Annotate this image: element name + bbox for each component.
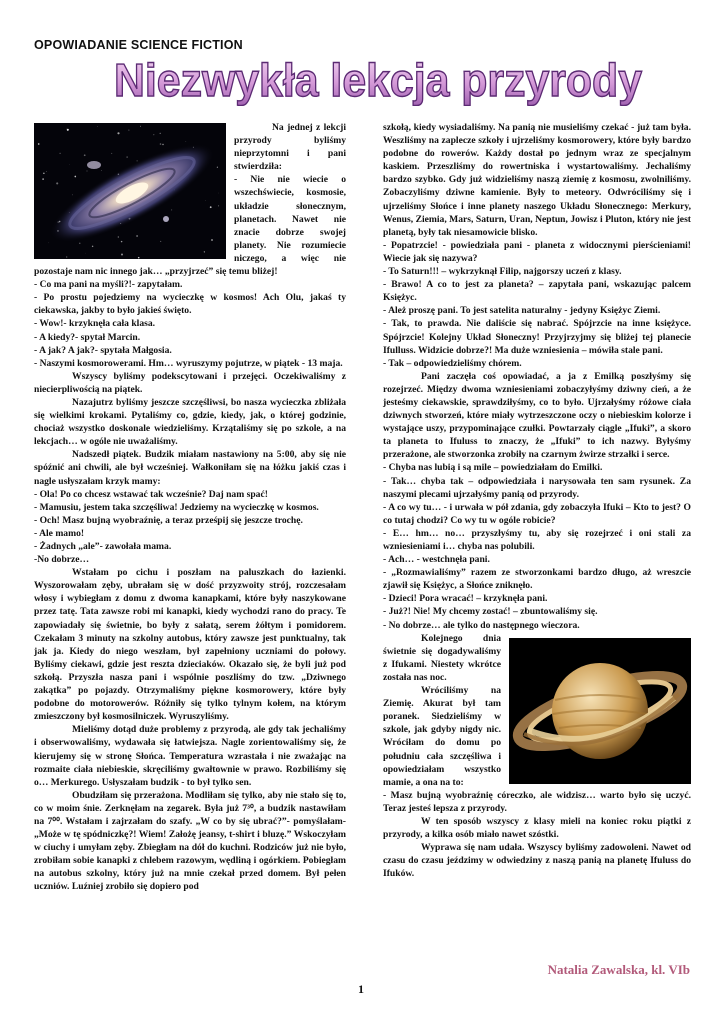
paragraph: W ten sposób wszyscy z klasy mieli na koniec roku piątki z przyrody, a kilka osób miało nawet szóstki. — [383, 815, 691, 841]
paragraph: Pani zaczęła coś opowiadać, a ja z Emilką poszłyśmy się rozejrzeć. Między dwoma wzniesieniami zobaczyłyśmy dziwny cień, a że jesteśmy ciekawskie, sprawdziłyśmy, co to było. Ujrzałyśmy różowe ciała dziwnych stworzeń, które miały wytrzeszczone oczy o niebieskim kolorze i wystające uszy, przypominające czułki. Powtarzały ciągle „Ifuki”, a skoro ta planeta to Ifuluss to znaczy, że „Ifuki” to ich nazwy. Byłyśmy przerażone, ale stworzonka zrobiły na czarnym żwirze strzałki i serce. — [383, 370, 691, 461]
paragraph: - Tak, to prawda. Nie daliście się nabrać. Spójrzcie na inne księżyce. Spójrzcie! Kolejny Układ Słoneczny! Przyjrzyjmy się bliżej tej planecie Ifulluss. Widzicie dobrze?! Ma duże wzniesienia – mówiła stale pani. — [383, 318, 691, 356]
paragraph: Wszyscy byliśmy podekscytowani i przejęci. Oczekiwaliśmy z niecierpliwością na piątek. — [34, 370, 346, 395]
paragraph: - A co wy tu… - i urwała w pół zdania, gdy zobaczyła Ifuki – Kto to jest? O co tutaj chodzi? Co wy tu w ogóle robicie? — [383, 501, 691, 526]
paragraph: - Ale mamo! — [34, 527, 85, 539]
page-number: 1 — [358, 982, 364, 996]
paragraph: - E… hm… no… przyszłyśmy tu, aby się rozejrzeć i oni stali za wzniesieniami i… chyba nas polubili. — [383, 527, 691, 552]
paragraph: - Naszymi kosmorowerami. Hm… wyruszymy pojutrze, w piątek - 13 maja. — [34, 357, 343, 369]
paragraph: - A kiedy?- spytał Marcin. — [34, 331, 141, 343]
paragraph: Wróciliśmy na Ziemię. Akurat był tam poranek. Siedzieliśmy w szkole, jak gdyby nigdy nic. Wróciłam do domu po południu cała szczęśliwa i opowiedziałam wszystko mamie, a ona na to: — [383, 685, 501, 788]
paragraph: - Po prostu pojedziemy na wycieczkę w kosmos! Ach Olu, jakaś ty ciekawska, jakby to było jakieś święto. — [34, 292, 346, 317]
paragraph: - To Saturn!!! – wykrzyknął Filip, najgorszy uczeń z klasy. — [383, 266, 622, 278]
paragraph: szkołą, kiedy wysiadaliśmy. Na panią nie musieliśmy czekać - już tam była. Weszliśmy na zaplecze szkoły i ujrzeliśmy kosmorowery, które były bardzo podobne do rowerów. Każdy dostał po jednym wraz ze specjalnym kaskiem. Przeszliśmy do rowertniska i wystartowaliśmy. Jechaliśmy bardzo szybko. Gdy już widzieliśmy naszą ziemię z kosmosu, zwolniliśmy. Zobaczyliśmy dziwne kamienie. Były to meteory. Odwróciliśmy się i ujrzeliśmy Słońce i inne planety naszego Układu Słonecznego: Merkury, Wenus, Ziemia, Mars, Saturn, Uran, Neptun, Jowisz i Pluton, który nie jest planetą, były tak niesamowicie blisko. — [383, 122, 691, 238]
paragraph: Kolejnego dnia świetnie się dogadywaliśmy z Ifukami. Niestety wkrótce została nas noc. — [383, 632, 501, 683]
paragraph: - Ola! Po co chcesz wstawać tak wcześnie? Daj nam spać! — [34, 488, 268, 500]
paragraph: - Mamusiu, jestem taka szczęśliwa! Jedziemy na wycieczkę w kosmos. — [34, 501, 319, 513]
paragraph: Na jednej z lekcji przyrody byliśmy nieprzytomni i pani stwierdziła: — [234, 122, 346, 173]
paragraph: - No dobrze… ale tylko do następnego wieczora. — [383, 619, 580, 631]
galaxy-image — [34, 123, 226, 259]
right-column — [383, 121, 691, 880]
paragraph: - Ależ proszę pani. To jest satelita naturalny - jedyny Księżyc Ziemi. — [383, 305, 661, 317]
title-text: Niezwykła lekcja przyrody — [114, 54, 643, 106]
paragraph: Nazajutrz byliśmy jeszcze szczęśliwsi, bo nasza wycieczka zbliżała się wielkimi krokami. Pytaliśmy co, gdzie, kiedy, jak, o której godzinie, chociaż wszystko doskonale wiedzieliśmy. Krzątaliśmy się po szkole, a na lekcjach… w ogóle nie uważaliśmy. — [34, 396, 346, 448]
paragraph: Nadszedł piątek. Budzik miałam nastawiony na 5:00, aby się nie spóźnić ani chwili, ale był wcześniej. Wałkoniłam się na łóżku jakiś czas i nagle usłyszałam krzyk mamy: — [34, 449, 346, 487]
page-title — [108, 52, 648, 106]
paragraph: - Masz bujną wyobraźnię córeczko, ale widzisz… warto było się uczyć. Teraz jesteś lepsza z przyrody. — [383, 789, 691, 814]
paragraph: - Nie nie wiecie o wszechświecie, kosmosie, układzie słonecznym, planetach. Nawet nie znacie dobrze swojej planety. Nie rozumiecie niczego, a więc nie pozostaje nam nic innego jak… „przyjrzeć” się temu bliżej! — [34, 174, 346, 278]
paragraph: - Popatrzcie! - powiedziała pani - planeta z widocznymi pierścieniami! Wiecie jak się nazywa? — [383, 239, 691, 264]
paragraph: - Tak… chyba tak – odpowiedziała i narysowała ten sam rysunek. Za naszymi plecami ujrzałyśmy panią od przyrody. — [383, 475, 691, 500]
left-column — [34, 121, 346, 894]
paragraph: - Ach… - westchnęła pani. — [383, 554, 490, 566]
paragraph: - Chyba nas lubią i są mile – powiedziałam do Emilki. — [383, 462, 603, 474]
paragraph: - Co ma pani na myśli?!- zapytałam. — [34, 279, 183, 291]
saturn-image — [509, 638, 691, 784]
paragraph: - A jak? A jak?- spytała Małgosia. — [34, 344, 172, 356]
paragraph: Wyprawa się nam udała. Wszyscy byliśmy zadowoleni. Nawet od czasu do czasu jeździmy w odwiedziny z naszą panią na planetę Ifuluss do Ifuków. — [383, 842, 691, 880]
paragraph: - Wow!- krzyknęła cała klasa. — [34, 318, 156, 330]
paragraph: - Tak – odpowiedzieliśmy chórem. — [383, 357, 522, 369]
paragraph: Wstałam po cichu i poszłam na paluszkach do łazienki. Wyszorowałam zęby, ubrałam się w dość przyzwoity strój, rozczesałam włosy i wybiegłam z domu z dwoma kanapkami, które były naszykowane przez tatę. Tata zawsze robi mi kanapki, kiedy wychodzi rano do pracy. Te zapowiadały się świetnie, bo były z sałatą, serem żółtym i pomidorem. Czekałam 3 minuty na szkolny autobus, który zawsze jest punktualny, tak jak ja. Kiedy do niego weszłam, był zapełniony uczniami do połowy. Byliśmy ciekawi, gdzie jest reszta dzieciaków. Okazało się, że byli już pod szkołą. Przyszła nasza pani i wspólnie poszliśmy do tzw. „Dziwnego zakątka” po pojazdy. Otrzymaliśmy piękne kosmorowery, które były podobne do motorowerów. Różniły się tylko tylnym kołem, na którym zmieszczony był kosmosilniczek. Wyruszyliśmy. — [34, 567, 346, 723]
author-signature: Natalia Zawalska, kl. VIb — [547, 962, 690, 977]
paragraph: - Brawo! A co to jest za planeta? – zapytała pani, wskazując palcem Księżyc. — [383, 279, 691, 304]
paragraph: - Żadnych „ale”- zawołała mama. — [34, 541, 172, 552]
paragraph: -No dobrze… — [34, 554, 90, 566]
paragraph: - Już?! Nie! My chcemy zostać! – zbuntowaliśmy się. — [383, 606, 598, 618]
paragraph: - Och! Masz bujną wyobraźnię, a teraz prześpij się jeszcze trochę. — [34, 514, 303, 526]
paragraph: Obudziłam się przerażona. Modliłam się tylko, aby nie stało się to, co w moim śnie. Zerknęłam na zegarek. Była już 7³⁰, a budzik nastawiłam na 7⁰⁰. Wstałam i zajrzałam do szafy. „W co by się ubrać?”- pomyślałam- „Może w tę spódniczkę?! Wiem! Założę jeansy, t-shirt i bluzę.” Wskoczyłam w ciuchy i umyłam zęby. Zbiegłam na dół do kuchni. Rodziców już nie było, zrobiłam sobie kanapki z chlebem razowym, wędliną i ogórkiem. Pobiegłam na autobus szkolny, który już na mnie czekał przed domem. Był pełen uczniów. Luźniej zrobiło się dopiero pod — [34, 789, 346, 893]
paragraph: Mieliśmy dotąd duże problemy z przyrodą, ale gdy tak jechaliśmy i obserwowaliśmy, wydawała się łatwiejsza. Nagle zorientowaliśmy się, że kierujemy się w stronę Słońca. Temperatura wzrastała i nie zważając na rozmaite ciała niebieskie, skręciliśmy gwałtownie w prawo. Rozbiliśmy się o… Merkurego. Usłyszałam budzik - to był tylko sen. — [34, 724, 346, 788]
paragraph: - Dzieci! Pora wracać! – krzyknęła pani. — [383, 593, 548, 605]
paragraph: - „Rozmawialiśmy” razem ze stworzonkami bardzo długo, aż wreszcie zjawił się Księżyc, a Słońce zniknęło. — [383, 567, 691, 592]
kicker: OPOWIADANIE SCIENCE FICTION — [34, 38, 243, 52]
